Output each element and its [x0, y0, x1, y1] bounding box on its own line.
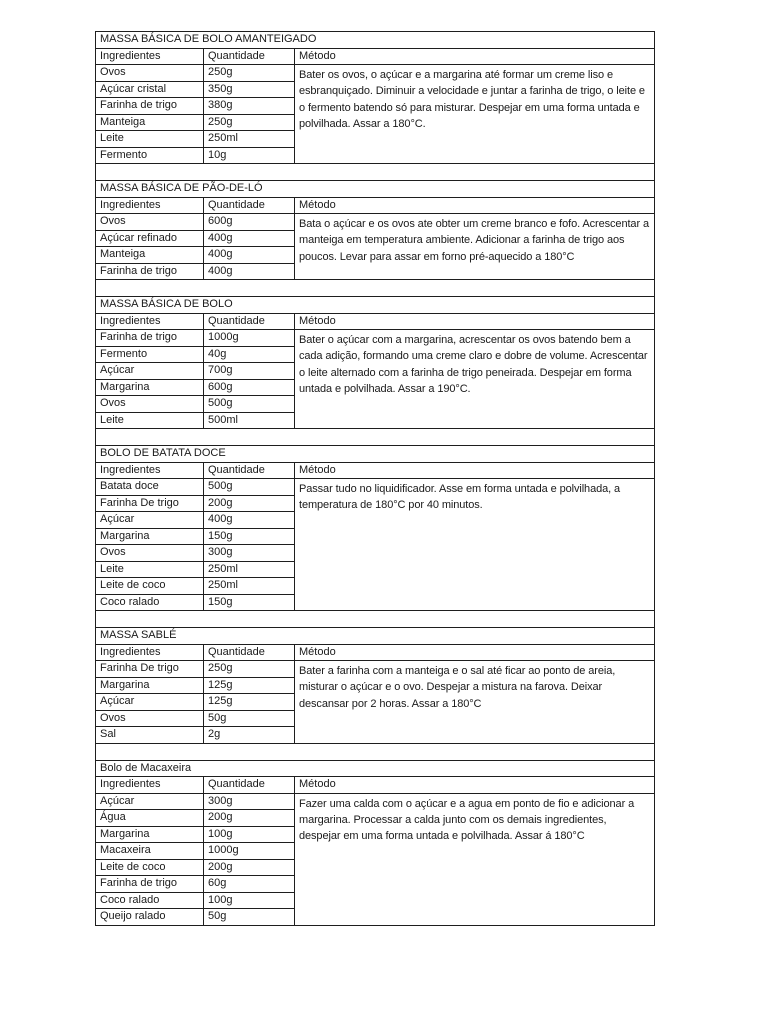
recipe-table	[96, 198, 654, 281]
ingredient-quantity: 40g	[204, 347, 295, 364]
ingredient-name: Ovos	[96, 396, 204, 413]
recipe-table	[96, 777, 654, 926]
ingredient-quantity: 200g	[204, 496, 295, 513]
recipe-title: MASSA SABLÉ	[96, 628, 654, 645]
ingredient-name: Açúcar	[96, 694, 204, 711]
ingredient-quantity: 150g	[204, 595, 295, 611]
quantity-header: Quantidade	[204, 463, 295, 480]
section-spacer	[96, 429, 654, 446]
ingredient-name: Farinha de trigo	[96, 98, 204, 115]
ingredient-quantity: 300g	[204, 794, 295, 811]
recipe-block	[96, 628, 654, 761]
ingredients-header: Ingredientes	[96, 198, 204, 215]
ingredient-quantity: 125g	[204, 694, 295, 711]
ingredient-name: Queijo ralado	[96, 909, 204, 925]
ingredient-name: Ovos	[96, 545, 204, 562]
ingredient-quantity: 600g	[204, 214, 295, 231]
ingredient-name: Leite	[96, 413, 204, 429]
ingredients-header: Ingredientes	[96, 463, 204, 480]
ingredient-quantity: 200g	[204, 810, 295, 827]
recipe-title: Bolo de Macaxeira	[96, 761, 654, 778]
ingredient-quantity: 500g	[204, 479, 295, 496]
ingredient-name: Farinha De trigo	[96, 496, 204, 513]
ingredient-name: Açúcar cristal	[96, 82, 204, 99]
quantity-header: Quantidade	[204, 777, 295, 794]
ingredient-name: Açúcar	[96, 363, 204, 380]
ingredient-name: Farinha de trigo	[96, 264, 204, 280]
ingredient-quantity: 250ml	[204, 131, 295, 148]
recipe-block	[96, 181, 654, 297]
ingredient-name: Coco ralado	[96, 893, 204, 910]
recipe-block	[96, 297, 654, 446]
quantity-header: Quantidade	[204, 314, 295, 331]
recipe-block	[96, 446, 654, 628]
recipe-title: MASSA BÁSICA DE PÃO-DE-LÓ	[96, 181, 654, 198]
quantity-header: Quantidade	[204, 198, 295, 215]
method-text: Bater a farinha com a manteiga e o sal até ficar ao ponto de areia, misturar o açúcar e o ovo. Despejar a mistura na farova. Deixar descansar por 2 horas. Assar a 180°C	[299, 665, 616, 710]
ingredient-quantity: 250g	[204, 65, 295, 82]
ingredient-name: Açúcar	[96, 512, 204, 529]
ingredient-quantity: 400g	[204, 247, 295, 264]
ingredient-name: Manteiga	[96, 115, 204, 132]
ingredient-name: Açúcar	[96, 794, 204, 811]
ingredient-quantity: 150g	[204, 529, 295, 546]
ingredient-quantity: 400g	[204, 264, 295, 280]
method-header: Método	[295, 645, 654, 662]
ingredient-name: Leite	[96, 131, 204, 148]
recipe-table	[96, 645, 654, 744]
ingredient-name: Margarina	[96, 529, 204, 546]
section-spacer	[96, 280, 654, 297]
ingredient-name: Farinha de trigo	[96, 876, 204, 893]
method-text: Fazer uma calda com o açúcar e a agua em ponto de fio e adicionar a margarina. Processar a calda junto com os demais ingredientes, despejar em uma forma untada e polvilhada. Assar á 180°C	[299, 797, 635, 843]
ingredient-quantity: 125g	[204, 678, 295, 695]
ingredient-quantity: 50g	[204, 711, 295, 728]
ingredient-quantity: 250ml	[204, 578, 295, 595]
ingredient-quantity: 250g	[204, 115, 295, 132]
ingredients-header: Ingredientes	[96, 777, 204, 794]
section-spacer	[96, 164, 654, 181]
method-text: Passar tudo no liquidificador. Asse em forma untada e polvilhada, a temperatura de 180°C por 40 minutos.	[299, 483, 621, 512]
ingredient-name: Sal	[96, 727, 204, 743]
ingredient-quantity: 350g	[204, 82, 295, 99]
ingredient-quantity: 250ml	[204, 562, 295, 579]
ingredients-header: Ingredientes	[96, 645, 204, 662]
ingredient-name: Margarina	[96, 380, 204, 397]
ingredient-quantity: 250g	[204, 661, 295, 678]
ingredient-name: Batata doce	[96, 479, 204, 496]
ingredient-quantity: 700g	[204, 363, 295, 380]
method-text: Bata o açúcar e os ovos ate obter um creme branco e fofo. Acrescentar a manteiga em temperatura ambiente. Adicionar a farinha de trigo aos poucos. Levar para assar em forno pré-aquecido a 180°C	[299, 218, 649, 263]
ingredient-quantity: 2g	[204, 727, 295, 743]
ingredient-name: Leite de coco	[96, 578, 204, 595]
recipe-title: MASSA BÁSICA DE BOLO	[96, 297, 654, 314]
ingredient-quantity: 380g	[204, 98, 295, 115]
section-spacer	[96, 744, 654, 761]
recipe-title: BOLO DE BATATA DOCE	[96, 446, 654, 463]
method-header: Método	[295, 198, 654, 215]
recipe-table	[96, 49, 654, 165]
recipe-block	[96, 32, 654, 181]
recipe-block	[96, 761, 654, 926]
ingredient-quantity: 10g	[204, 148, 295, 164]
method-header: Método	[295, 777, 654, 794]
ingredient-name: Leite	[96, 562, 204, 579]
ingredient-name: Farinha de trigo	[96, 330, 204, 347]
ingredient-quantity: 400g	[204, 231, 295, 248]
ingredient-quantity: 500ml	[204, 413, 295, 429]
recipe-document	[95, 31, 655, 926]
ingredient-quantity: 60g	[204, 876, 295, 893]
quantity-header: Quantidade	[204, 645, 295, 662]
ingredient-name: Ovos	[96, 65, 204, 82]
ingredient-name: Margarina	[96, 827, 204, 844]
ingredient-quantity: 100g	[204, 893, 295, 910]
quantity-header: Quantidade	[204, 49, 295, 66]
method-header: Método	[295, 49, 654, 66]
recipe-table	[96, 314, 654, 430]
ingredient-name: Macaxeira	[96, 843, 204, 860]
ingredient-quantity: 1000g	[204, 843, 295, 860]
method-text: Bater os ovos, o açúcar e a margarina até formar um creme liso e esbranquiçado. Diminuir a velocidade e juntar a farinha de trigo, o leite e o fermento batendo só para misturar. Despejar em uma forma untada e polvilhada. Assar a 180°C.	[299, 69, 645, 130]
method-header: Método	[295, 463, 654, 480]
ingredient-quantity: 300g	[204, 545, 295, 562]
recipe-title: MASSA BÁSICA DE BOLO AMANTEIGADO	[96, 32, 654, 49]
recipe-table	[96, 463, 654, 612]
ingredient-quantity: 100g	[204, 827, 295, 844]
ingredient-name: Açúcar refinado	[96, 231, 204, 248]
method-text: Bater o açúcar com a margarina, acrescentar os ovos batendo bem a cada adição, formando uma creme claro e dobre de volume. Acrescentar o leite alternado com a farinha de trigo peneirada. Despejar em forma untada e polvilhada. Assar a 190°C.	[299, 334, 648, 395]
ingredients-header: Ingredientes	[96, 49, 204, 66]
section-spacer	[96, 611, 654, 628]
method-header: Método	[295, 314, 654, 331]
ingredient-name: Farinha De trigo	[96, 661, 204, 678]
ingredients-header: Ingredientes	[96, 314, 204, 331]
ingredient-name: Ovos	[96, 711, 204, 728]
ingredient-quantity: 500g	[204, 396, 295, 413]
ingredient-quantity: 600g	[204, 380, 295, 397]
ingredient-name: Margarina	[96, 678, 204, 695]
ingredient-name: Ovos	[96, 214, 204, 231]
ingredient-name: Água	[96, 810, 204, 827]
ingredient-name: Fermento	[96, 347, 204, 364]
ingredient-quantity: 1000g	[204, 330, 295, 347]
ingredient-name: Coco ralado	[96, 595, 204, 611]
ingredient-quantity: 200g	[204, 860, 295, 877]
ingredient-quantity: 50g	[204, 909, 295, 925]
ingredient-name: Leite de coco	[96, 860, 204, 877]
ingredient-name: Fermento	[96, 148, 204, 164]
ingredient-quantity: 400g	[204, 512, 295, 529]
ingredient-name: Manteiga	[96, 247, 204, 264]
